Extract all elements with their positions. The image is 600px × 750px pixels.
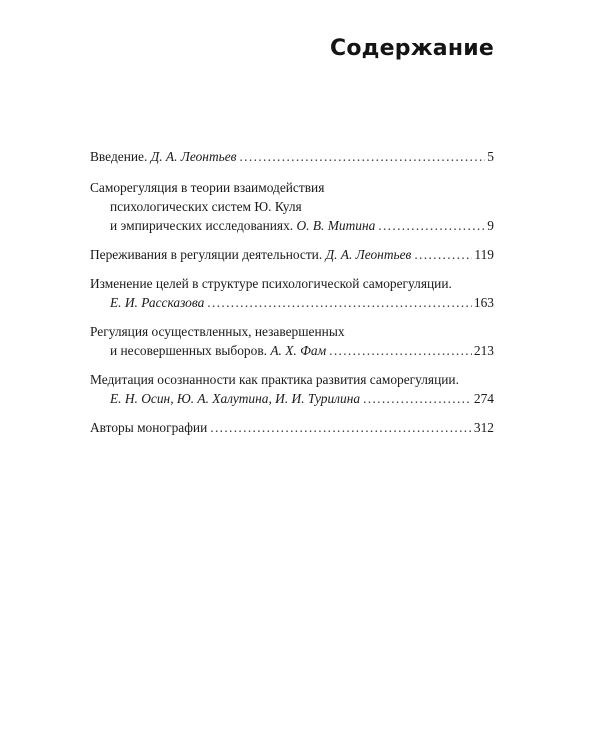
toc-entry-author: Е. Н. Осин, Ю. А. Халутина, И. И. Турилина	[110, 391, 361, 406]
toc-entry-experience[interactable]	[90, 245, 494, 264]
toc-entry-text	[90, 147, 236, 166]
page-title: Содержание	[330, 36, 494, 61]
toc-page-number: 312	[473, 420, 494, 435]
dot-leader	[239, 147, 485, 166]
toc-row	[90, 418, 494, 437]
toc-entry-title: Медитация осознанности как практика развития саморегуляции.	[90, 372, 459, 387]
toc-page-number: 163	[473, 295, 494, 310]
toc-entry-title: Введение.	[90, 149, 148, 164]
toc-page-number: 274	[473, 391, 494, 406]
toc-row	[90, 245, 494, 264]
toc-entry-title-line: психологических систем Ю. Куля	[110, 199, 302, 214]
toc-entry-author: А. Х. Фам	[270, 343, 327, 358]
dot-leader	[210, 418, 472, 437]
toc-entry-title-line: и эмпирических исследованиях.	[110, 218, 294, 233]
toc-entry-meditation[interactable]	[90, 370, 494, 408]
toc-entry-title-line: Регуляция осуществленных, незавершенных	[90, 324, 345, 339]
dot-leader	[414, 245, 472, 264]
toc-page-number: 9	[487, 218, 494, 233]
toc-row	[90, 293, 494, 312]
toc-entry-text	[110, 216, 375, 235]
toc-row	[90, 341, 494, 360]
toc-entry-title: Переживания в регуляции деятельности.	[90, 247, 323, 262]
toc-entry-intro[interactable]	[90, 147, 494, 166]
dot-leader	[207, 293, 472, 312]
toc-page-number: 213	[473, 343, 494, 358]
toc-entry-choices[interactable]	[90, 322, 494, 360]
dot-leader	[378, 216, 485, 235]
toc-page-number: 119	[474, 247, 494, 262]
toc-entry-goals[interactable]	[90, 274, 494, 312]
dot-leader	[363, 389, 472, 408]
toc-row	[90, 216, 494, 235]
toc-entry-title-line: и несовершенных выборов.	[110, 343, 267, 358]
toc-entry-kuhl[interactable]	[90, 178, 494, 235]
toc-entry-text	[110, 341, 326, 360]
table-of-contents	[90, 147, 494, 443]
toc-entry-author: Д. А. Леонтьев	[325, 247, 412, 262]
toc-entry-author: О. В. Митина	[296, 218, 376, 233]
toc-entry-authors[interactable]	[90, 418, 494, 437]
toc-entry-text	[90, 245, 411, 264]
toc-page-number: 5	[487, 149, 494, 164]
toc-entry-author: Д. А. Леонтьев	[150, 149, 237, 164]
toc-row	[90, 147, 494, 166]
toc-entry-title: Авторы монографии	[90, 420, 208, 435]
toc-entry-title: Изменение целей в структуре психологической саморегуляции.	[90, 276, 452, 291]
toc-entry-author: Е. И. Рассказова	[110, 295, 205, 310]
toc-entry-title-line: Саморегуляция в теории взаимодействия	[90, 180, 325, 195]
dot-leader	[329, 341, 472, 360]
toc-row	[90, 389, 494, 408]
